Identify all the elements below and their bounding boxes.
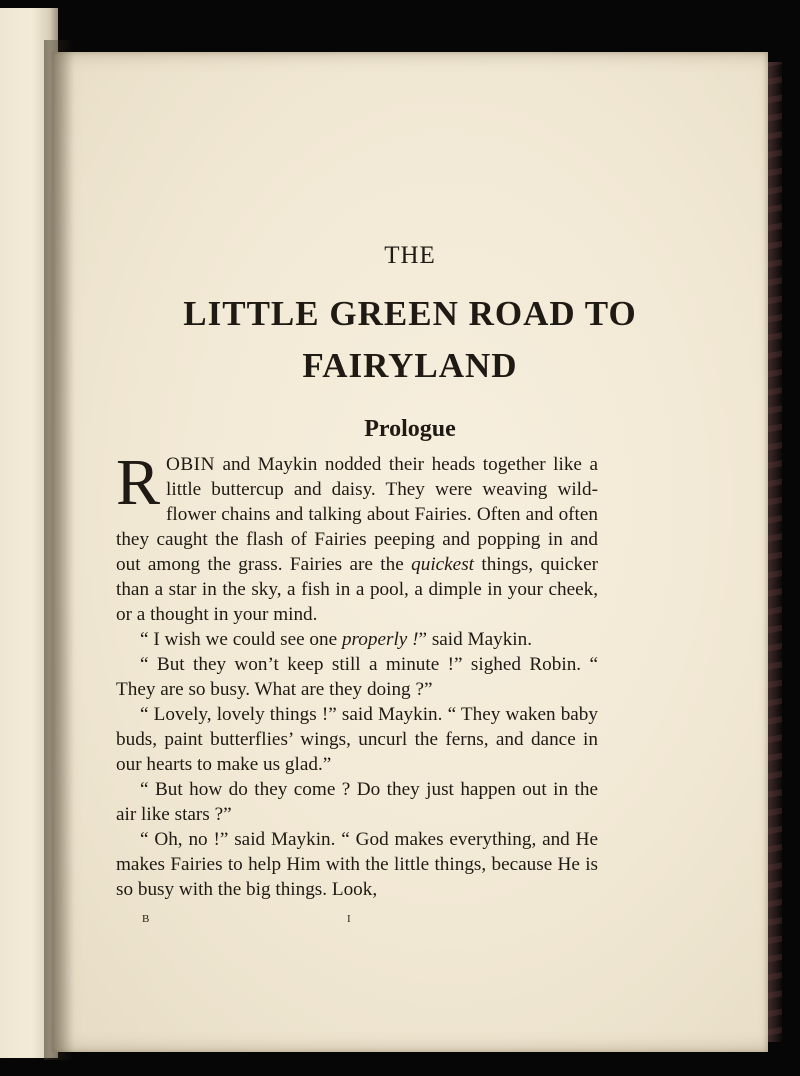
- page-content: [116, 238, 664, 902]
- lead-word: OBIN: [166, 454, 215, 475]
- paragraph-2: [116, 627, 598, 652]
- emphasis-properly: properly !: [341, 629, 419, 650]
- paragraph-6: “ Oh, no !” said Maykin. “ God makes everything, and He makes Fairies to help Him with the little things, because He is so busy with the big things. Look,: [116, 829, 598, 900]
- prologue-text: [116, 446, 598, 902]
- gutter-shadow: [44, 40, 74, 1060]
- drop-cap: R: [116, 446, 161, 519]
- paragraph-5: “ But how do they come ? Do they just happen out in the air like stars ?”: [116, 779, 598, 825]
- title-the: THE: [384, 242, 436, 269]
- paragraph-3: “ But they won’t keep still a minute !” sighed Robin. “ They are so busy. What are they doing ?”: [116, 654, 598, 700]
- page-number: I: [347, 913, 351, 925]
- paragraph-2-end: ” said Maykin.: [418, 629, 533, 650]
- emphasis-quickest: quickest: [411, 554, 474, 575]
- book-page: [52, 52, 768, 1052]
- paragraph-2-start: “ I wish we could see one: [140, 629, 342, 650]
- title-main-line: LITTLE GREEN ROAD TO: [183, 294, 637, 333]
- paragraph-1-text: and Maykin nodded their heads together like a little buttercup and daisy. They were weaving wild-flower chains and talking about Fairies. Often and often they caught the flash of Fairies peeping and popping in and out among the grass. Fairies are the: [116, 454, 598, 575]
- title-fairyland: FAIRYLAND: [302, 346, 518, 385]
- paragraph-4: “ Lovely, lovely things !” said Maykin. “ They waken baby buds, paint butterflies’ wings, uncurl the ferns, and dance in our hearts to make us glad.”: [116, 704, 598, 775]
- paragraph-1-end: things, quicker than a star in the sky, a fish in a pool, a dimple in your cheek, or a thought in your mind.: [116, 554, 598, 625]
- signature-mark: B: [142, 913, 150, 925]
- paragraph-1: [116, 446, 598, 627]
- section-heading-prologue: Prologue: [364, 416, 456, 442]
